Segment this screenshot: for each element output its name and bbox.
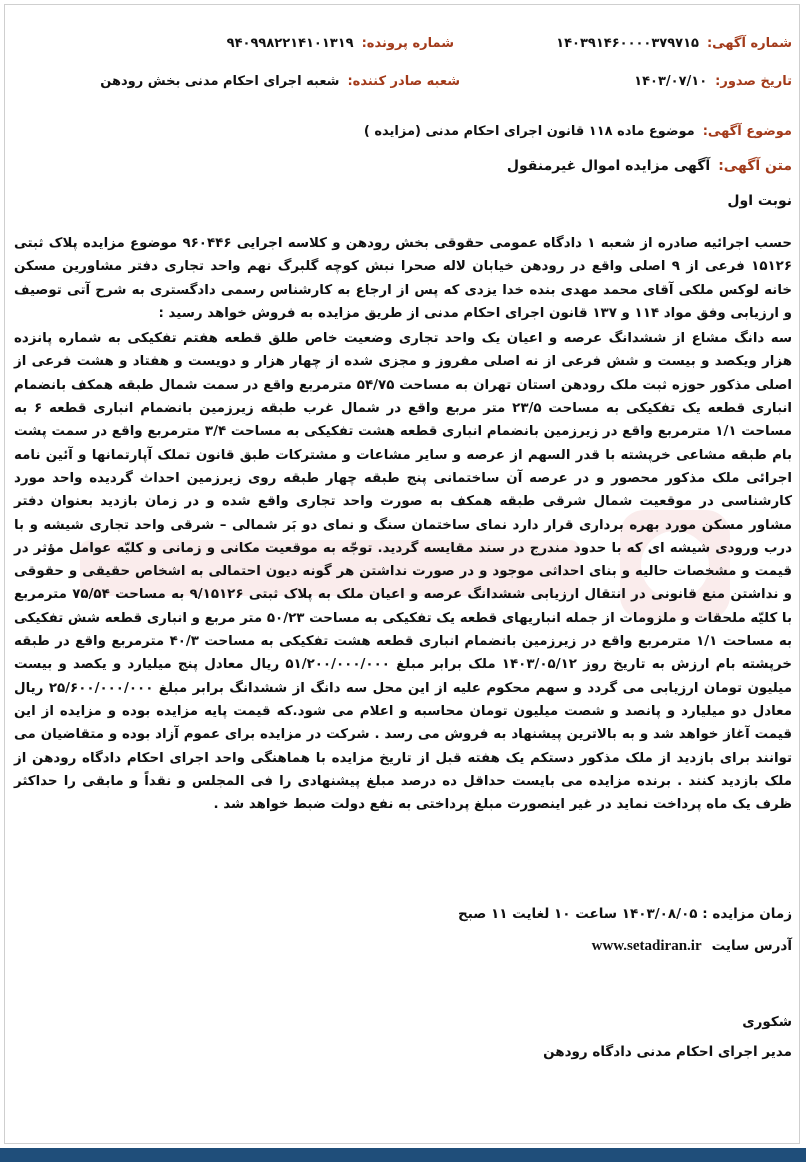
issue-date-row [634,74,792,89]
site-label: آدرس سایت [711,938,792,954]
subject-label: موضوع آگهی: [702,124,792,139]
ad-number: ۱۴۰۳۹۱۴۶۰۰۰۰۳۷۹۷۱۵ [556,36,699,51]
case-number-label: شماره پرونده: [361,36,454,51]
ad-number-label: شماره آگهی: [706,36,792,51]
ad-text-value: آگهی مزایده اموال غیرمنقول [506,158,711,174]
signature-text: مدیر اجرای احکام مدنی دادگاه رودهن [543,1044,792,1060]
site-row [592,938,792,955]
ad-text-label: متن آگهی: [718,158,792,174]
issuer-row [100,74,460,89]
subject-value: موضوع ماده ۱۱۸ قانون اجرای احکام مدنی (مزایده ) [363,124,695,139]
ad-text-row [507,158,792,174]
body-paragraph-1: حسب اجرائیه صادره از شعبه ۱ دادگاه عمومی حقوقی بخش رودهن و کلاسه اجرایی ۹۶۰۴۴۶ موضوع مزایده پلاک ثبتی ۱۵۱۲۶ فرعی از ۹ اصلی واقع در رودهن خیابان لاله صحرا نبش کوچه گلبرگ نهم واحد تجاری دفتر مشاورین مسکن خانه لوکس ملکی آقای محمد مهدی بنده خدا یزدی که پس از ارجاع به کارشناس رسمی دادگستری به شرح آتی توصیف و ارزیابی وفق مواد ۱۱۴ و ۱۳۷ قانون اجرای احکام مدنی از طریق مزایده به فروش خواهد رسید : [14,236,793,321]
issuer: شعبه اجرای احکام مدنی بخش رودهن [100,74,340,89]
issuer-label: شعبه صادر کننده: [347,74,460,89]
thanks-text: شکوری [742,1014,792,1030]
turn-label: نوبت اول [727,193,792,209]
issue-date: ۱۴۰۳/۰۷/۱۰ [634,74,708,89]
body-paragraph-2: سه دانگ مشاع از ششدانگ عرصه و اعیان یک واحد تجاری وضعیت خاص طلق قطعه هفتم تفکیکی به شماره پانزده هزار ویکصد و بیست و شش فرعی از نه اصلی مفروز و مجزی شده از چهار هزار و دویست و هفتاد و هشت فرعی از اصلی مذکور حوزه ثبت ملک رودهن استان تهران به مساحت ۵۴/۷۵ مترمربع واقع در سمت شمال طبقه همکف بانضمام انباری قطعه یک تفکیکی به مساحت ۲۳/۵ متر مربع واقع در شمال غرب طبقه زیرزمین بانضمام انباری قطعه ۶ به مساحت ۱/۱ مترمربع واقع در زیرزمین بانضمام انباری قطعه هشت تفکیکی به مساحت ۳/۴ مترمربع واقع در سمت پشت بام طبقه مشاعی خرپشته با قدر السهم از عرصه و سایر مشاعات و مشترکات طبق قانون تملک آپارتمانها و آئین نامه اجرائی ملک مذکور محصور و در عرصه آن ساختمانی پنج طبقه چهار طبقه روی زیرزمین احداث گردیده واحد مورد کارشناسی در موقعیت شمال شرقی طبقه همکف به صورت واحد تجاری واقع شده و در زمان بازدید بعنوان دفتر مشاور مسکن مورد بهره برداری قرار دارد نمای ساختمان سنگ و نمای دو بَر شمالی – شرقی واحد تجاری شیشه و با درب ورودی شیشه ای که با حدود مندرج در سند مقایسه گردید. توجّه به موقعیت مکانی و زمانی و کلیّه عوامل مؤثر در قیمت و مشخصات حالیه و بنای احداثی موجود و در صورت نداشتن هر گونه دیون احتمالی به اشخاص حقیقی و حقوقی و نداشتن منع قانونی در انتقال ارزیابی ششدانگ عرصه و اعیان ملک به پلاک ثبتی ۹/۱۵۱۲۶ به مساحت ۷۵/۵۴ مترمربع با کلیّه ملحقات و ملزومات از جمله انباریهای قطعه یک تفکیکی به مساحت ۵۰/۲۳ متر مربع و انباری قطعه شش تفکیکی به مساحت ۱/۱ مترمربع واقع در زیرزمین بانضمام انباری قطعه هشت تفکیکی به مساحت ۴۰/۳ مترمربع واقع در طبقه خرپشته بام ارزش به تاریخ روز ۱۴۰۳/۰۵/۱۲ ملک برابر مبلغ ۵۱/۲۰۰/۰۰۰/۰۰۰ ریال معادل پنج میلیارد و یکصد و بیست میلیون تومان ارزیابی می گردد و سهم محکوم علیه از این محل سه دانگ از ششدانگ برابر مبلغ ۲۵/۶۰۰/۰۰۰/۰۰۰ ریال معادل دو میلیارد و پانصد و شصت میلیون تومان محاسبه و اعلام می شود.که قیمت پایه مزایده بوده و مزایده از این قیمت آغاز خواهد شد و به بالاترین پیشنهاد به فروش می رسد . شرکت در مزایده برای عموم آزاد بوده و متقاضیان می توانند برای بازدید از ملک مذکور دستکم یک هفته قبل از تاریخ مزایده با هماهنگی واحد اجرای احکام دادگاه رودهن از ملک بازدید کنند . برنده مزایده می بایست حداقل ده درصد مبلغ پیشنهادی را فی المجلس و نقداً و مابقی را حداکثر ظرف یک ماه پرداخت نماید در غیر اینصورت مبلغ پرداختی به نفع دولت ضبط خواهد شد . [14,331,793,813]
subject-row [364,124,792,139]
body-text [14,232,792,816]
ad-number-row [556,36,792,51]
site-link[interactable]: www.setadiran.ir [591,938,702,954]
case-number: ۹۴۰۹۹۸۲۲۱۴۱۰۱۳۱۹ [226,36,354,51]
auction-time: زمان مزایده : ۱۴۰۳/۰۸/۰۵ ساعت ۱۰ لغایت ۱۱ صبح [458,906,792,922]
bottom-bar [0,1148,806,1162]
issue-date-label: تاریخ صدور: [715,74,792,89]
case-number-row [227,36,454,51]
